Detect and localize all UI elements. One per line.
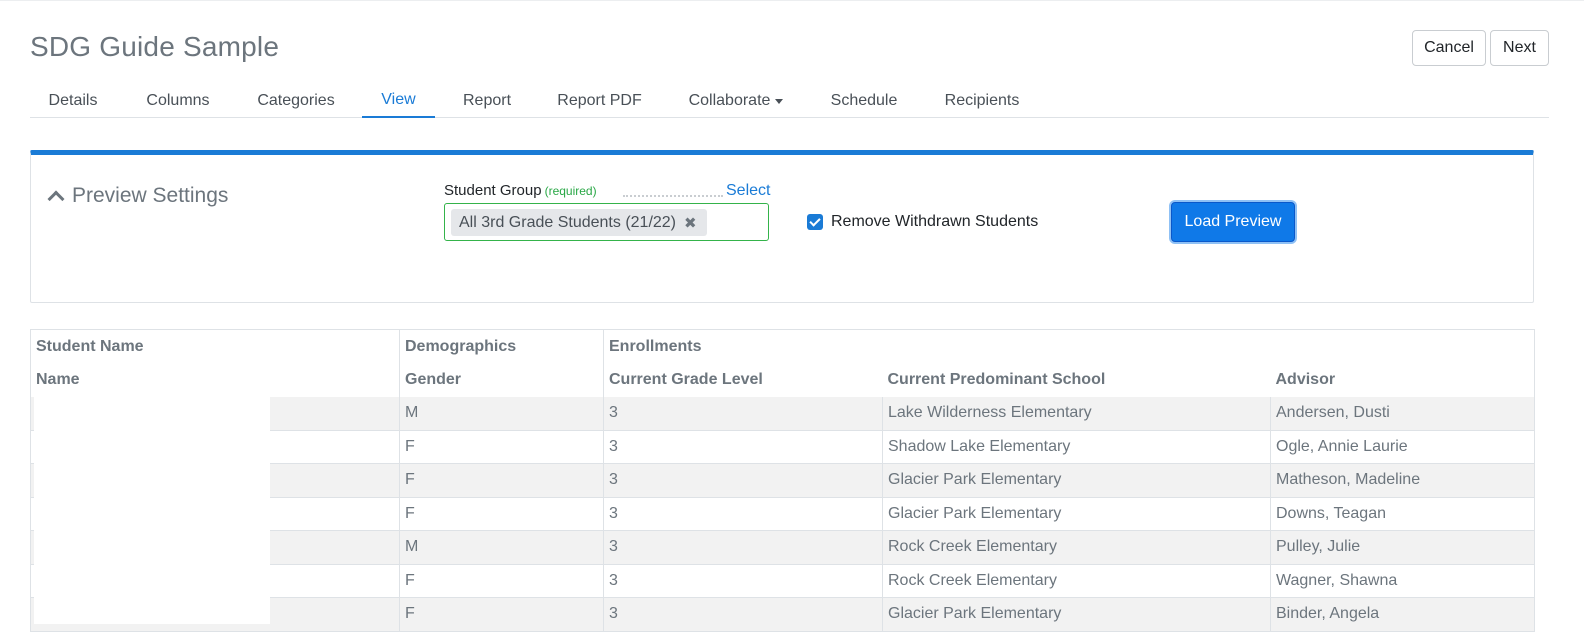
close-icon[interactable]: ✖ [684, 214, 697, 232]
student-group-chip-label: All 3rd Grade Students (21/22) [459, 213, 677, 231]
column-header-name[interactable]: Name [31, 363, 400, 397]
load-preview-button[interactable]: Load Preview [1171, 202, 1295, 242]
cell-gender: F [400, 564, 604, 598]
tab-report[interactable]: Report [462, 92, 512, 109]
tab-collaborate[interactable]: Collaborate [675, 84, 797, 118]
cancel-button[interactable]: Cancel [1412, 30, 1486, 66]
select-student-group-link[interactable]: Select [726, 182, 771, 199]
cell-advisor: Andersen, Dusti [1271, 397, 1535, 431]
cell-school: Glacier Park Elementary [883, 497, 1271, 531]
cell-grade: 3 [604, 397, 883, 431]
cell-gender: M [400, 531, 604, 565]
cell-advisor: Matheson, Madeline [1271, 464, 1535, 498]
cell-school: Shadow Lake Elementary [883, 430, 1271, 464]
cell-school: Rock Creek Elementary [883, 531, 1271, 565]
student-group-input[interactable] [444, 203, 769, 241]
tab-view[interactable]: View [362, 84, 435, 118]
remove-withdrawn-option[interactable] [807, 213, 1038, 231]
tab-bar [30, 84, 1549, 118]
cell-gender: F [400, 430, 604, 464]
top-divider [0, 0, 1584, 1]
tab-schedule[interactable]: Schedule [830, 92, 898, 109]
chevron-down-icon [775, 99, 783, 104]
cell-gender: F [400, 497, 604, 531]
group-header-enrollments: Enrollments [604, 330, 1535, 364]
group-header-demographics: Demographics [400, 330, 604, 364]
cell-school: Glacier Park Elementary [883, 464, 1271, 498]
cell-gender: M [400, 397, 604, 431]
chevron-up-icon [48, 191, 65, 208]
tab-columns[interactable]: Columns [146, 92, 210, 109]
cell-advisor: Pulley, Julie [1271, 531, 1535, 565]
cell-grade: 3 [604, 497, 883, 531]
page-title: SDG Guide Sample [30, 31, 280, 62]
cell-advisor: Binder, Angela [1271, 598, 1535, 632]
cell-gender: F [400, 598, 604, 632]
column-header-grade[interactable]: Current Grade Level [609, 370, 763, 388]
cell-advisor: Downs, Teagan [1271, 497, 1535, 531]
cell-grade: 3 [604, 464, 883, 498]
tab-details[interactable]: Details [48, 92, 98, 109]
cell-gender: F [400, 464, 604, 498]
cell-grade: 3 [604, 430, 883, 464]
cell-grade: 3 [604, 531, 883, 565]
tab-report-pdf[interactable]: Report PDF [557, 92, 642, 109]
student-group-chip [451, 209, 707, 236]
tab-categories[interactable]: Categories [257, 92, 335, 109]
dotted-divider [623, 195, 723, 197]
student-group-label: Student Group (required) [444, 182, 597, 199]
preview-settings-panel [30, 150, 1534, 303]
preview-settings-title: Preview Settings [72, 184, 229, 207]
remove-withdrawn-checkbox[interactable] [807, 214, 823, 230]
column-header-row [31, 363, 1535, 397]
cell-grade: 3 [604, 564, 883, 598]
next-button[interactable]: Next [1490, 30, 1549, 66]
remove-withdrawn-label: Remove Withdrawn Students [831, 213, 1039, 230]
redacted-names [34, 396, 270, 624]
group-header-row [31, 330, 1535, 364]
cell-advisor: Ogle, Annie Laurie [1271, 430, 1535, 464]
column-header-gender[interactable]: Gender [400, 363, 604, 397]
column-header-advisor[interactable]: Advisor [1271, 363, 1535, 397]
column-header-school[interactable]: Current Predominant School [887, 370, 1106, 388]
group-header-student-name: Student Name [31, 330, 400, 364]
cell-school: Glacier Park Elementary [883, 598, 1271, 632]
cell-school: Lake Wilderness Elementary [883, 397, 1271, 431]
preview-settings-toggle[interactable] [50, 184, 228, 208]
required-indicator: (required) [544, 184, 597, 198]
cell-school: Rock Creek Elementary [883, 564, 1271, 598]
cell-grade: 3 [604, 598, 883, 632]
cell-advisor: Wagner, Shawna [1271, 564, 1535, 598]
tab-recipients[interactable]: Recipients [944, 92, 1020, 109]
